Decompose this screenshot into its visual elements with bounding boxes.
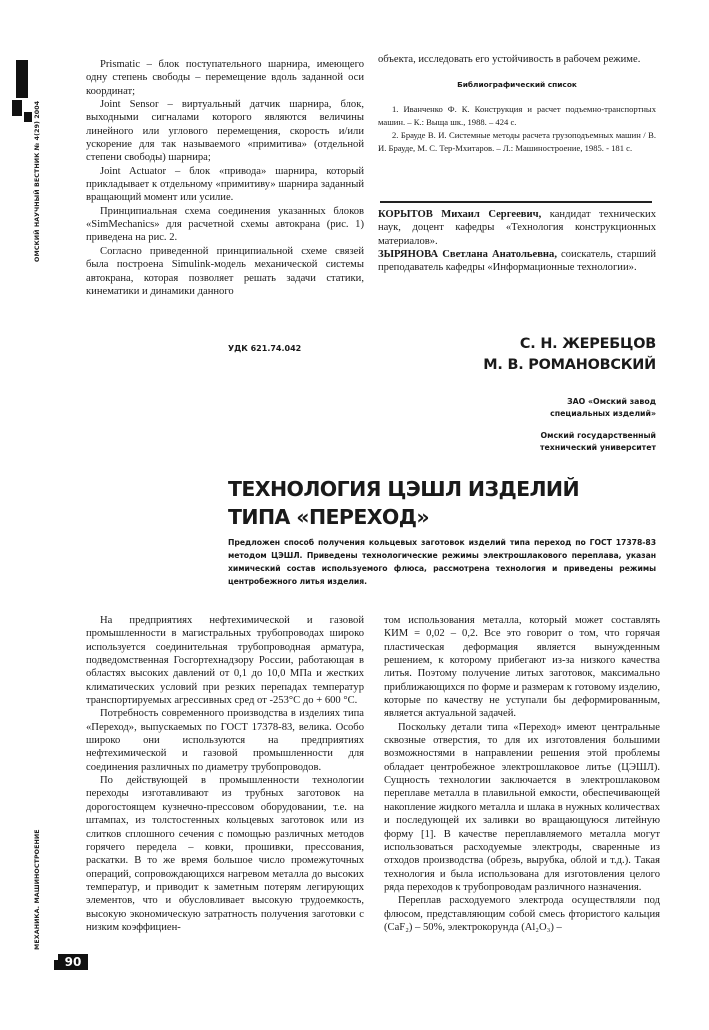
affiliation-line: специальных изделий» (550, 409, 656, 419)
paragraph: Prismatic – блок поступательного шарнира, имеющего одну степень свободы – перемещение вдоль заданной оси координат; (86, 59, 364, 97)
affiliation-line: технический университет (539, 443, 656, 453)
margin-marks (10, 60, 32, 250)
affiliation (420, 430, 656, 455)
author-info-item (378, 208, 656, 248)
author-info-item (378, 248, 656, 275)
author-name: С. Н. ЖЕРЕБЦОВ (519, 336, 656, 352)
bibliography-item: 2. Брауде В. И. Системные методы расчета грузоподъемных машин / В. И. Брауде, М. С. Тер-Мхитаров. – Л.: Машиностроение, 1985. - 181 с. (378, 129, 656, 153)
paragraph: Joint Actuator – блок «привода» шарнира, который прикладывает к отдельному «примитиву» шарнира заданный вращающий момент или усилие. (86, 165, 364, 204)
continuation-text: объекта, исследовать его устойчивость в рабочем режиме. (378, 54, 641, 65)
author-info (378, 208, 656, 275)
bibliography-title: Библиографический список (457, 80, 577, 90)
affiliation-line: Омский государственный (540, 431, 656, 440)
body-left-column (86, 614, 364, 934)
body-right-column (384, 614, 660, 934)
paragraph: По действующей в промышленности технологии переходы изготавливают из трубных заготовок на дорогостоящем кузнечно-прессовом оборудовании, т.е. на штампах, из толстостенных кольцевых заготовок или из слитков сплошного сечения с помощью различных методов горячего передела – ковки, прошивки, прессования, раскатки. В то же время большое число промежуточных операций, сопровождающихся нагревом металла до высоких температур, и приводит к заметным потерям легирующих элементов, что и обусловливает высокую трудоемкость, высокую экономическую затратность получения заготовки с низким коэффициен- (86, 775, 364, 933)
paragraph: Joint Sensor – виртуальный датчик шарнира, блок, выходными сигналами которого являются величины линейного или углового перемещения, скорость и/или ускорение для так называемого «примитива» (отдельной степени свободы) шарнира; (86, 99, 364, 164)
article-title (228, 475, 648, 531)
abstract: Предложен способ получения кольцевых заготовок изделий типа переход по ГОСТ 17378-83 методом ЦЭШЛ. Приведены технологические режимы электрошлакового переплава, указан химический состав используемого флюса, рассмотрена технология и приведены режимы центробежного литья изделия. (228, 538, 656, 586)
journal-running-head: ОМСКИЙ НАУЧНЫЙ ВЕСТНИК № 4(29) 2004 (34, 100, 41, 262)
author-name: М. В. РОМАНОВСКИЙ (483, 357, 656, 373)
paragraph: На предприятиях нефтехимической и газовой промышленности в магистральных трубопроводах широко используется соединительная трубопроводная арматура, подведомственная Госгортехнадзору России, работающая в областях высоких давлений от 0,1 до 10,0 МПа и жестких климатических условий при резких перепадах температур транспортируемых агрессивных сред от -253°С до + 600 °С. (86, 615, 364, 707)
udk-code: УДК 621.74.042 (228, 344, 302, 353)
bibliography-item: 1. Иванченко Ф. К. Конструкция и расчет подъемно-транспортных машин. – К.: Выща шк., 1988. – 424 с. (378, 104, 656, 128)
paragraph: Потребность современного производства в изделиях типа «Переход», выпускаемых по ГОСТ 17378-83, велика. Особо широко они используются на предприятиях нефтехимической и газовой промышленности для соединения различных по диаметру трубопроводов. (86, 708, 364, 773)
section-running-head: МЕХАНИКА. МАШИНОСТРОЕНИЕ (34, 829, 41, 950)
author-info-name: ЗЫРЯНОВА Светлана Анатольевна, (378, 249, 557, 261)
paragraph: Переплав расходуемого электрода осуществляли под флюсом, представляющим собой смесь фтористого кальция (CaF₂) – 50%, электрокорунда (Al₂O₃) – (384, 895, 660, 933)
author-info-text: кандидат технических наук, доцент кафедры «Технология конструкционных материалов». (378, 209, 656, 247)
affiliation (420, 396, 656, 421)
title-line: ТЕХНОЛОГИЯ ЦЭШЛ ИЗДЕЛИЙ (228, 477, 580, 501)
paragraph: Принципиальная схема соединения указанных блоков «SimMechanics» для расчетной схемы автокрана (рис. 1) приведена на рис. 2. (86, 205, 364, 244)
affiliation-line: ЗАО «Омский завод (567, 397, 656, 406)
paragraph: Поскольку детали типа «Переход» имеют центральные сквозные отверстия, то для их изготовления большими возможностями в направлении решения этой проблемы обладает центробежное электрошлаковое литье (ЦЭШЛ). Сущность технологии заключается в электрошлаковом переплаве металла в плавильной емкости, обеспечивающей накопление жидкого металла и шлака в нужных количествах и последующей их заливки во вращающуюся литейную форму [1]. В качестве переплавляемого металла могут использоваться расходуемые электроды, сваренные из отходов производства (обрезь, вырубка, облой и т.д.). Такая технология и была использована для изготовления целого ряда переходов к трубопроводам различного назначения. (384, 721, 660, 893)
top-right-column (378, 53, 656, 155)
author-info-text: соискатель, старший преподаватель кафедры «Информационные технологии». (378, 249, 656, 274)
title-line: ТИПА «ПЕРЕХОД» (228, 505, 430, 529)
bibliography-list (378, 103, 656, 154)
author-info-name: КОРЫТОВ Михаил Сергеевич, (378, 209, 542, 220)
top-left-column (86, 58, 364, 298)
divider (380, 201, 652, 203)
page-number: 90 (58, 954, 88, 970)
authors-block (380, 336, 656, 373)
paragraph: Согласно приведенной принципиальной схеме связей была построена Simulink-модель механической системы автокрана, которая позволяет решать задачи статики, кинематики и динамики данного (86, 245, 364, 297)
paragraph: том использования металла, который может составлять КИМ = 0,02 – 0,2. Все это говорит о том, что горячая пластическая деформация является вынужденным решением, к которому прибегают из-за низкого качества литья. Поэтому получение литых заготовок, максимально приближающихся по форме и размерам к готовому изделию, которые по качеству не уступали бы деформированным, является актуальной задачей. (384, 615, 660, 720)
